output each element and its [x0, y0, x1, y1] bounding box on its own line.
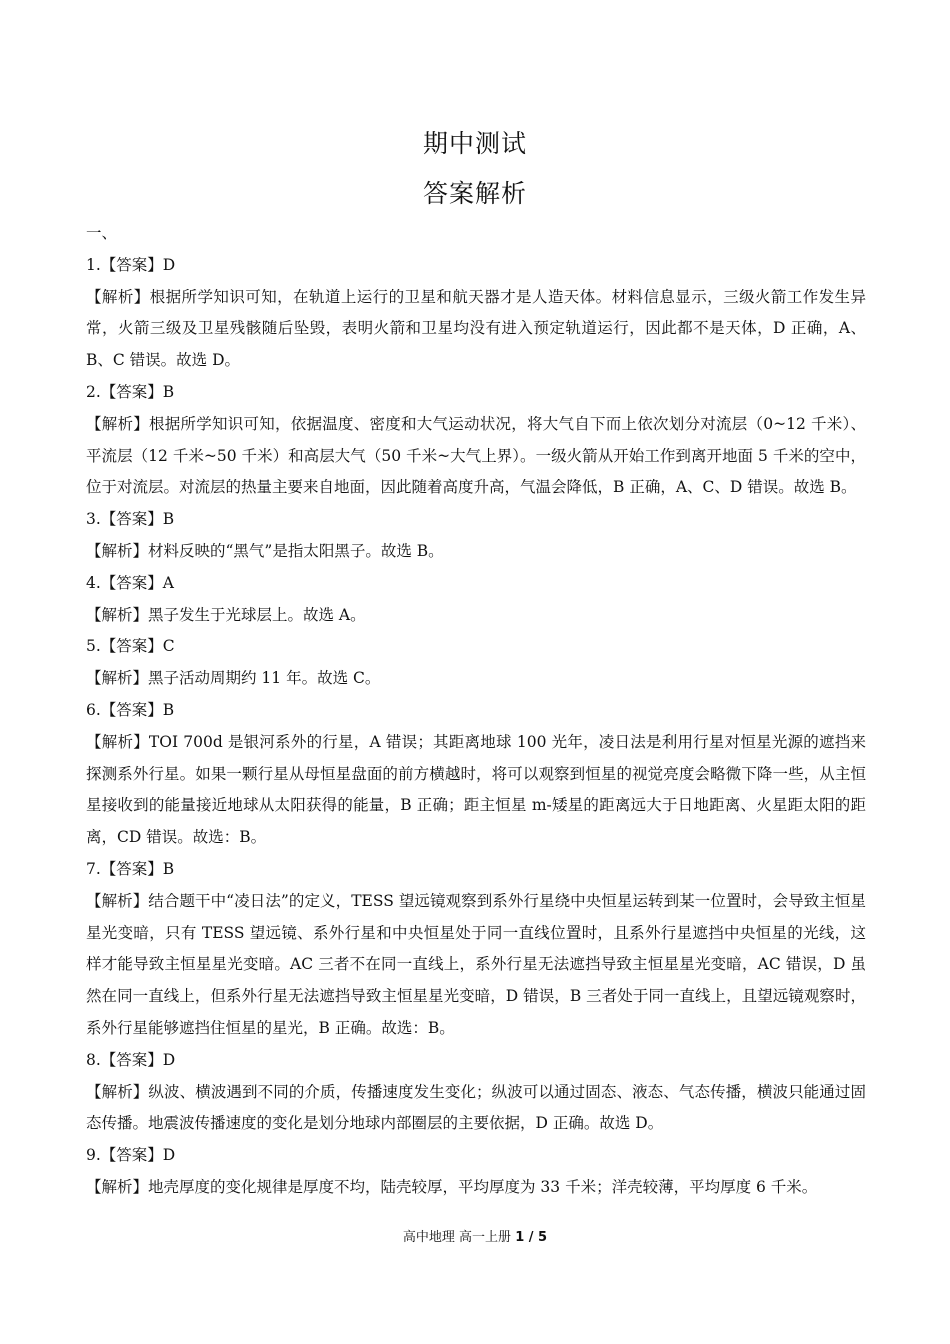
- answer-item-2: [86, 377, 866, 504]
- answer-item-7: [86, 854, 866, 1045]
- page-number: 1 / 5: [515, 1230, 548, 1245]
- answer-item-1: [86, 250, 866, 377]
- answer-item-8: [86, 1045, 866, 1140]
- answer-line: 7.【答案】B: [86, 859, 175, 878]
- footer-label: 高中地理 高一上册: [402, 1230, 516, 1245]
- answer-item-9: [86, 1140, 866, 1204]
- analysis-paragraph: 【解析】根据所学知识可知，依据温度、密度和大气运动状况，将大气自下而上依次划分对流层（0~12 千米）、平流层（12 千米~50 千米）和高层大气（50 千米~大气上界）。一级火箭从开始工作到离开地面 5 千米的空中，位于对流层。对流层的热量主要来自地面，因此随着高度升高，气温会降低，B 正确，A、C、D 错误。故选 B。: [86, 414, 866, 497]
- section-heading: 一、: [86, 224, 118, 242]
- analysis-paragraph: 【解析】黑子发生于光球层上。故选 A。: [86, 605, 366, 624]
- page-footer: [0, 1226, 950, 1245]
- answer-line: 9.【答案】D: [86, 1146, 176, 1165]
- answer-line: 2.【答案】B: [86, 382, 175, 401]
- analysis-paragraph: 【解析】材料反映的“黑气”是指太阳黑子。故选 B。: [86, 541, 444, 560]
- answer-line: 1.【答案】D: [86, 255, 176, 274]
- answer-line: 6.【答案】B: [86, 700, 175, 719]
- analysis-paragraph: 【解析】纵波、横波遇到不同的介质，传播速度发生变化；纵波可以通过固态、液态、气态传播，横波只能通过固态传播。地震波传播速度的变化是划分地球内部圈层的主要依据，D 正确。故选 D。: [86, 1082, 866, 1133]
- answer-item-4: [86, 568, 866, 632]
- answer-line: 3.【答案】B: [86, 510, 175, 529]
- answer-line: 4.【答案】A: [86, 573, 174, 592]
- page-title: 期中测试: [422, 129, 527, 158]
- analysis-paragraph: 【解析】黑子活动周期约 11 年。故选 C。: [86, 669, 381, 688]
- answer-content: [86, 218, 866, 1204]
- analysis-paragraph: 【解析】结合题干中“凌日法”的定义，TESS 望远镜观察到系外行星绕中央恒星运转到某一位置时，会导致主恒星星光变暗，只有 TESS 望远镜、系外行星和中央恒星处于同一直线位置时，且系外行星遮挡中央恒星的光线，这样才能导致主恒星星光变暗。AC 三者不在同一直线上，系外行星无法遮挡导致主恒星星光变暗，AC 错误，D 虽然在同一直线上，但系外行星无法遮挡导致主恒星星光变暗，D 错误，B 三者处于同一直线上，且望远镜观察时，系外行星能够遮挡住恒星的星光，B 正确。故选：B。: [86, 891, 866, 1037]
- answer-line: 8.【答案】D: [86, 1050, 176, 1069]
- answer-item-6: [86, 695, 866, 854]
- analysis-paragraph: 【解析】根据所学知识可知，在轨道上运行的卫星和航天器才是人造天体。材料信息显示，三级火箭工作发生异常，火箭三级及卫星残骸随后坠毁，表明火箭和卫星均没有进入预定轨道运行，因此都不是天体，D 正确，A、B、C 错误。故选 D。: [86, 287, 866, 370]
- answer-item-3: [86, 504, 866, 568]
- answer-item-5: [86, 631, 866, 695]
- analysis-paragraph: 【解析】TOI 700d 是银河系外的行星，A 错误；其距离地球 100 光年，凌日法是利用行星对恒星光源的遮挡来探测系外行星。如果一颗行星从母恒星盘面的前方横越时，将可以观察到恒星的视觉亮度会略微下降一些，从主恒星接收到的能量接近地球从太阳获得的能量，B 正确；距主恒星 m-矮星的距离远大于日地距离、火星距太阳的距离，CD 错误。故选：B。: [86, 732, 866, 847]
- analysis-paragraph: 【解析】地壳厚度的变化规律是厚度不均，陆壳较厚，平均厚度为 33 千米；洋壳较薄，平均厚度 6 千米。: [86, 1177, 818, 1196]
- page-subtitle: 答案解析: [422, 179, 527, 208]
- answer-line: 5.【答案】C: [86, 637, 175, 656]
